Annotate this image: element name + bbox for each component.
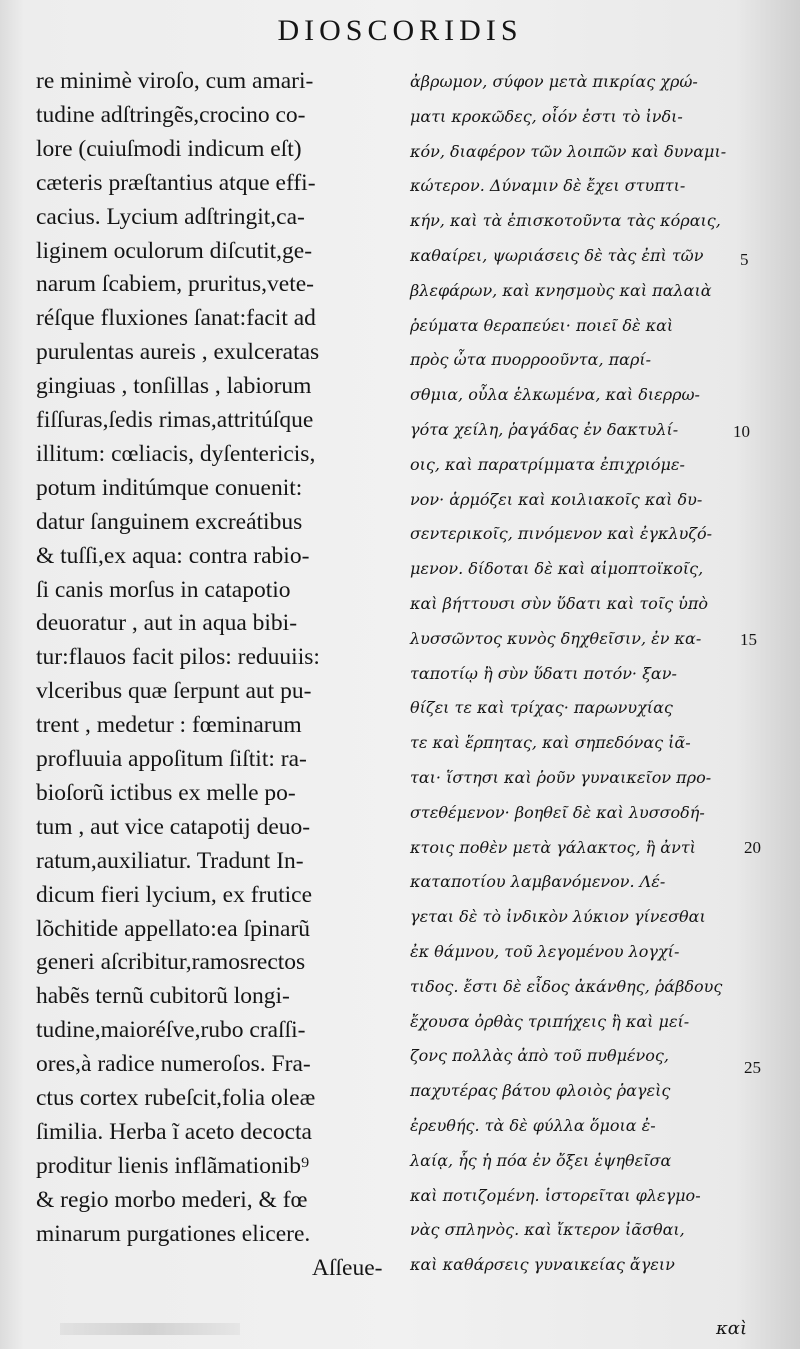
- latin-line: fiſſuras,ſedis rimas,attritúſque: [36, 407, 314, 433]
- greek-line: ματι κροκῶδες, οἷόν ἐστι τὸ ἰνδι-: [410, 106, 683, 126]
- latin-line: tum , aut vice catapotij deuo-: [36, 813, 311, 840]
- latin-line: ſimilia. Herba ĩ aceto decocta: [36, 1118, 312, 1145]
- latin-line: trent , medetur : fœminarum: [36, 712, 302, 739]
- margin-number: 25: [744, 1058, 761, 1077]
- latin-line: generi aſcribitur,ramosrectos: [36, 949, 306, 976]
- greek-line: τιδος. ἔστι δὲ εἶδος ἀκάνθης, ῥάβδους: [410, 976, 723, 996]
- latin-line: profluuia appoſitum ſiſtit: ra-: [36, 746, 307, 772]
- latin-line: liginem oculorum diſcutit,ge-: [36, 237, 313, 264]
- greek-line: ῥεύματα θεραπεύει· ποιεῖ δὲ καὶ: [410, 315, 674, 335]
- latin-line: tudine,maioréſve,rubo craſſi-: [36, 1017, 306, 1044]
- latin-line: cacius. Lycium adſtringit,ca-: [36, 203, 305, 230]
- greek-line: λυσσῶντος κυνὸς δηχθεῖσιν, ἐν κα-: [410, 628, 702, 648]
- greek-line: ζονς πολλὰς ἀπὸ τοῦ πυθμένος,: [410, 1046, 669, 1066]
- latin-line: habẽs ternũ cubitorũ longi-: [36, 983, 290, 1010]
- greek-line: ἔχουσα ὀρθὰς τριπήχεις ἢ καὶ μεί-: [410, 1011, 690, 1031]
- greek-line: λαίᾳ, ἧς ἡ πόα ἐν ὄξει ἑψηθεῖσα: [410, 1150, 672, 1170]
- running-header: DIOSCORIDIS: [277, 14, 523, 47]
- greek-line: σθμια, οὖλα ἑλκωμένα, καὶ διερρω-: [410, 385, 700, 405]
- latin-line: réſque fluxiones ſanat:facit ad: [36, 305, 316, 332]
- greek-line: στεθέμενον· βοηθεῖ δὲ καὶ λυσσοδή-: [410, 802, 705, 822]
- latin-line: gingiuas , tonſillas , labiorum: [36, 373, 312, 400]
- latin-line: proditur lienis inflãmationib⁹: [36, 1152, 310, 1179]
- greek-line: καὶ καθάρσεις γυναικείας ἄγειν: [410, 1255, 675, 1275]
- greek-line: θίζει τε καὶ τρίχας· παρωνυχίας: [410, 698, 673, 718]
- greek-line: ται· ἵστησι καὶ ῥοῦν γυναικεῖον προ-: [410, 768, 712, 787]
- margin-number: 15: [740, 630, 757, 649]
- greek-line: ἐκ θάμνου, τοῦ λεγομένου λογχί-: [410, 942, 680, 961]
- greek-line: ἀβρωμον, σύφον μετὰ πικρίας χρώ-: [410, 72, 698, 91]
- latin-line: ſi canis morſus in catapotio: [36, 576, 291, 603]
- latin-line: narum ſcabiem, pruritus,vete-: [36, 271, 314, 298]
- greek-line: ἐρευθής. τὰ δὲ φύλλα ὅμοια ἐ-: [410, 1116, 656, 1135]
- margin-number: 10: [733, 422, 750, 441]
- latin-line: re minimè viroſo, cum amari-: [36, 68, 314, 94]
- greek-line: νὰς σπληνὸς. καὶ ἴκτερον ἰᾶσθαι,: [410, 1220, 685, 1240]
- margin-number: 5: [740, 250, 749, 269]
- latin-line: potum inditúmque conuenit:: [36, 474, 303, 501]
- greek-line: σεντερικοῖς, πινόμενον καὶ ἐγκλυζό-: [410, 524, 713, 544]
- greek-line: γεται δὲ τὸ ἰνδικὸν λύκιον γίνεσθαι: [410, 907, 706, 927]
- greek-line: τε καὶ ἕρπητας, καὶ σηπεδόνας ἰᾶ-: [410, 733, 691, 753]
- greek-line: κώτερον. Δύναμιν δὲ ἔχει στυπτι-: [410, 176, 686, 196]
- latin-line: & tuſſi,ex aqua: contra rabio-: [36, 542, 310, 569]
- latin-line: minarum purgationes elicere.: [36, 1220, 311, 1247]
- greek-line: κήν, καὶ τὰ ἐπισκοτοῦντα τὰς κόραις,: [410, 211, 721, 231]
- greek-line: καταποτίου λαμβανόμενον. Λέ-: [410, 872, 666, 892]
- latin-line: lore (cuiuſmodi indicum eſt): [36, 135, 302, 162]
- show-through-bleed: [60, 1323, 240, 1335]
- latin-line: & regio morbo mederi, & fœ: [36, 1186, 308, 1213]
- greek-line: κτοις ποθὲν μετὰ γάλακτος, ἢ ἀντὶ: [410, 837, 696, 857]
- latin-line: ratum,auxiliatur. Tradunt In-: [36, 847, 304, 874]
- greek-catchword: καὶ: [716, 1318, 748, 1339]
- greek-line: καθαίρει, ψωριάσεις δὲ τὰς ἐπὶ τῶν: [410, 246, 704, 265]
- latin-line: deuoratur , aut in aqua bibi-: [36, 610, 298, 637]
- latin-line: ores,à radice numeroſos. Fra-: [36, 1051, 311, 1078]
- greek-line: οις, καὶ παρατρίμματα ἐπιχριόμε-: [410, 454, 685, 474]
- greek-line: βλεφάρων, καὶ κνησμοὺς καὶ παλαιὰ: [410, 280, 712, 300]
- latin-line: ctus cortex rubeſcit,folia oleæ: [36, 1085, 316, 1111]
- margin-number: 20: [744, 838, 761, 857]
- latin-line: tur:flauos facit pilos: reduuiis:: [36, 644, 320, 671]
- greek-line: ταποτίῳ ἢ σὺν ὕδατι ποτόν· ξαν-: [410, 663, 677, 683]
- greek-line: καὶ βήττουσι σὺν ὕδατι καὶ τοῖς ὑπὸ: [410, 594, 709, 613]
- latin-line: Aſſeue-: [312, 1254, 383, 1281]
- greek-line: κόν, διαφέρον τῶν λοιπῶν καὶ δυναμι-: [410, 141, 727, 161]
- latin-line: datur ſanguinem excreátibus: [36, 508, 303, 535]
- greek-line: νον· ἁρμόζει καὶ κοιλιακοῖς καὶ δυ-: [410, 489, 703, 509]
- latin-line: dicum fieri lycium, ex frutice: [36, 881, 313, 908]
- greek-line: γότα χείλη, ῥαγάδας ἐν δακτυλί-: [410, 420, 679, 439]
- latin-line: bioſorũ ictibus ex melle po-: [36, 779, 296, 806]
- latin-line: vlceribus quæ ſerpunt aut pu-: [36, 678, 312, 705]
- latin-line: lõchitide appellato:ea ſpinarũ: [36, 915, 311, 942]
- latin-line: illitum: cœliacis, dyſentericis,: [36, 440, 316, 467]
- greek-line: καὶ ποτιζομένη. ἱστορεῖται φλεγμο-: [410, 1185, 701, 1205]
- latin-line: tudine adſtringẽs,crocino co-: [36, 101, 306, 128]
- latin-line: cæteris præſtantius atque effi-: [36, 169, 316, 196]
- greek-line: μενον. δίδοται δὲ καὶ αἱμοπτοϊκοῖς,: [410, 559, 704, 579]
- latin-line: purulentas aureis , exulceratas: [36, 339, 320, 366]
- greek-line: πρὸς ὦτα πυορροοῦντα, παρί-: [410, 350, 652, 370]
- greek-line: παχυτέρας βάτου φλοιὸς ῥαγεὶς: [410, 1081, 671, 1101]
